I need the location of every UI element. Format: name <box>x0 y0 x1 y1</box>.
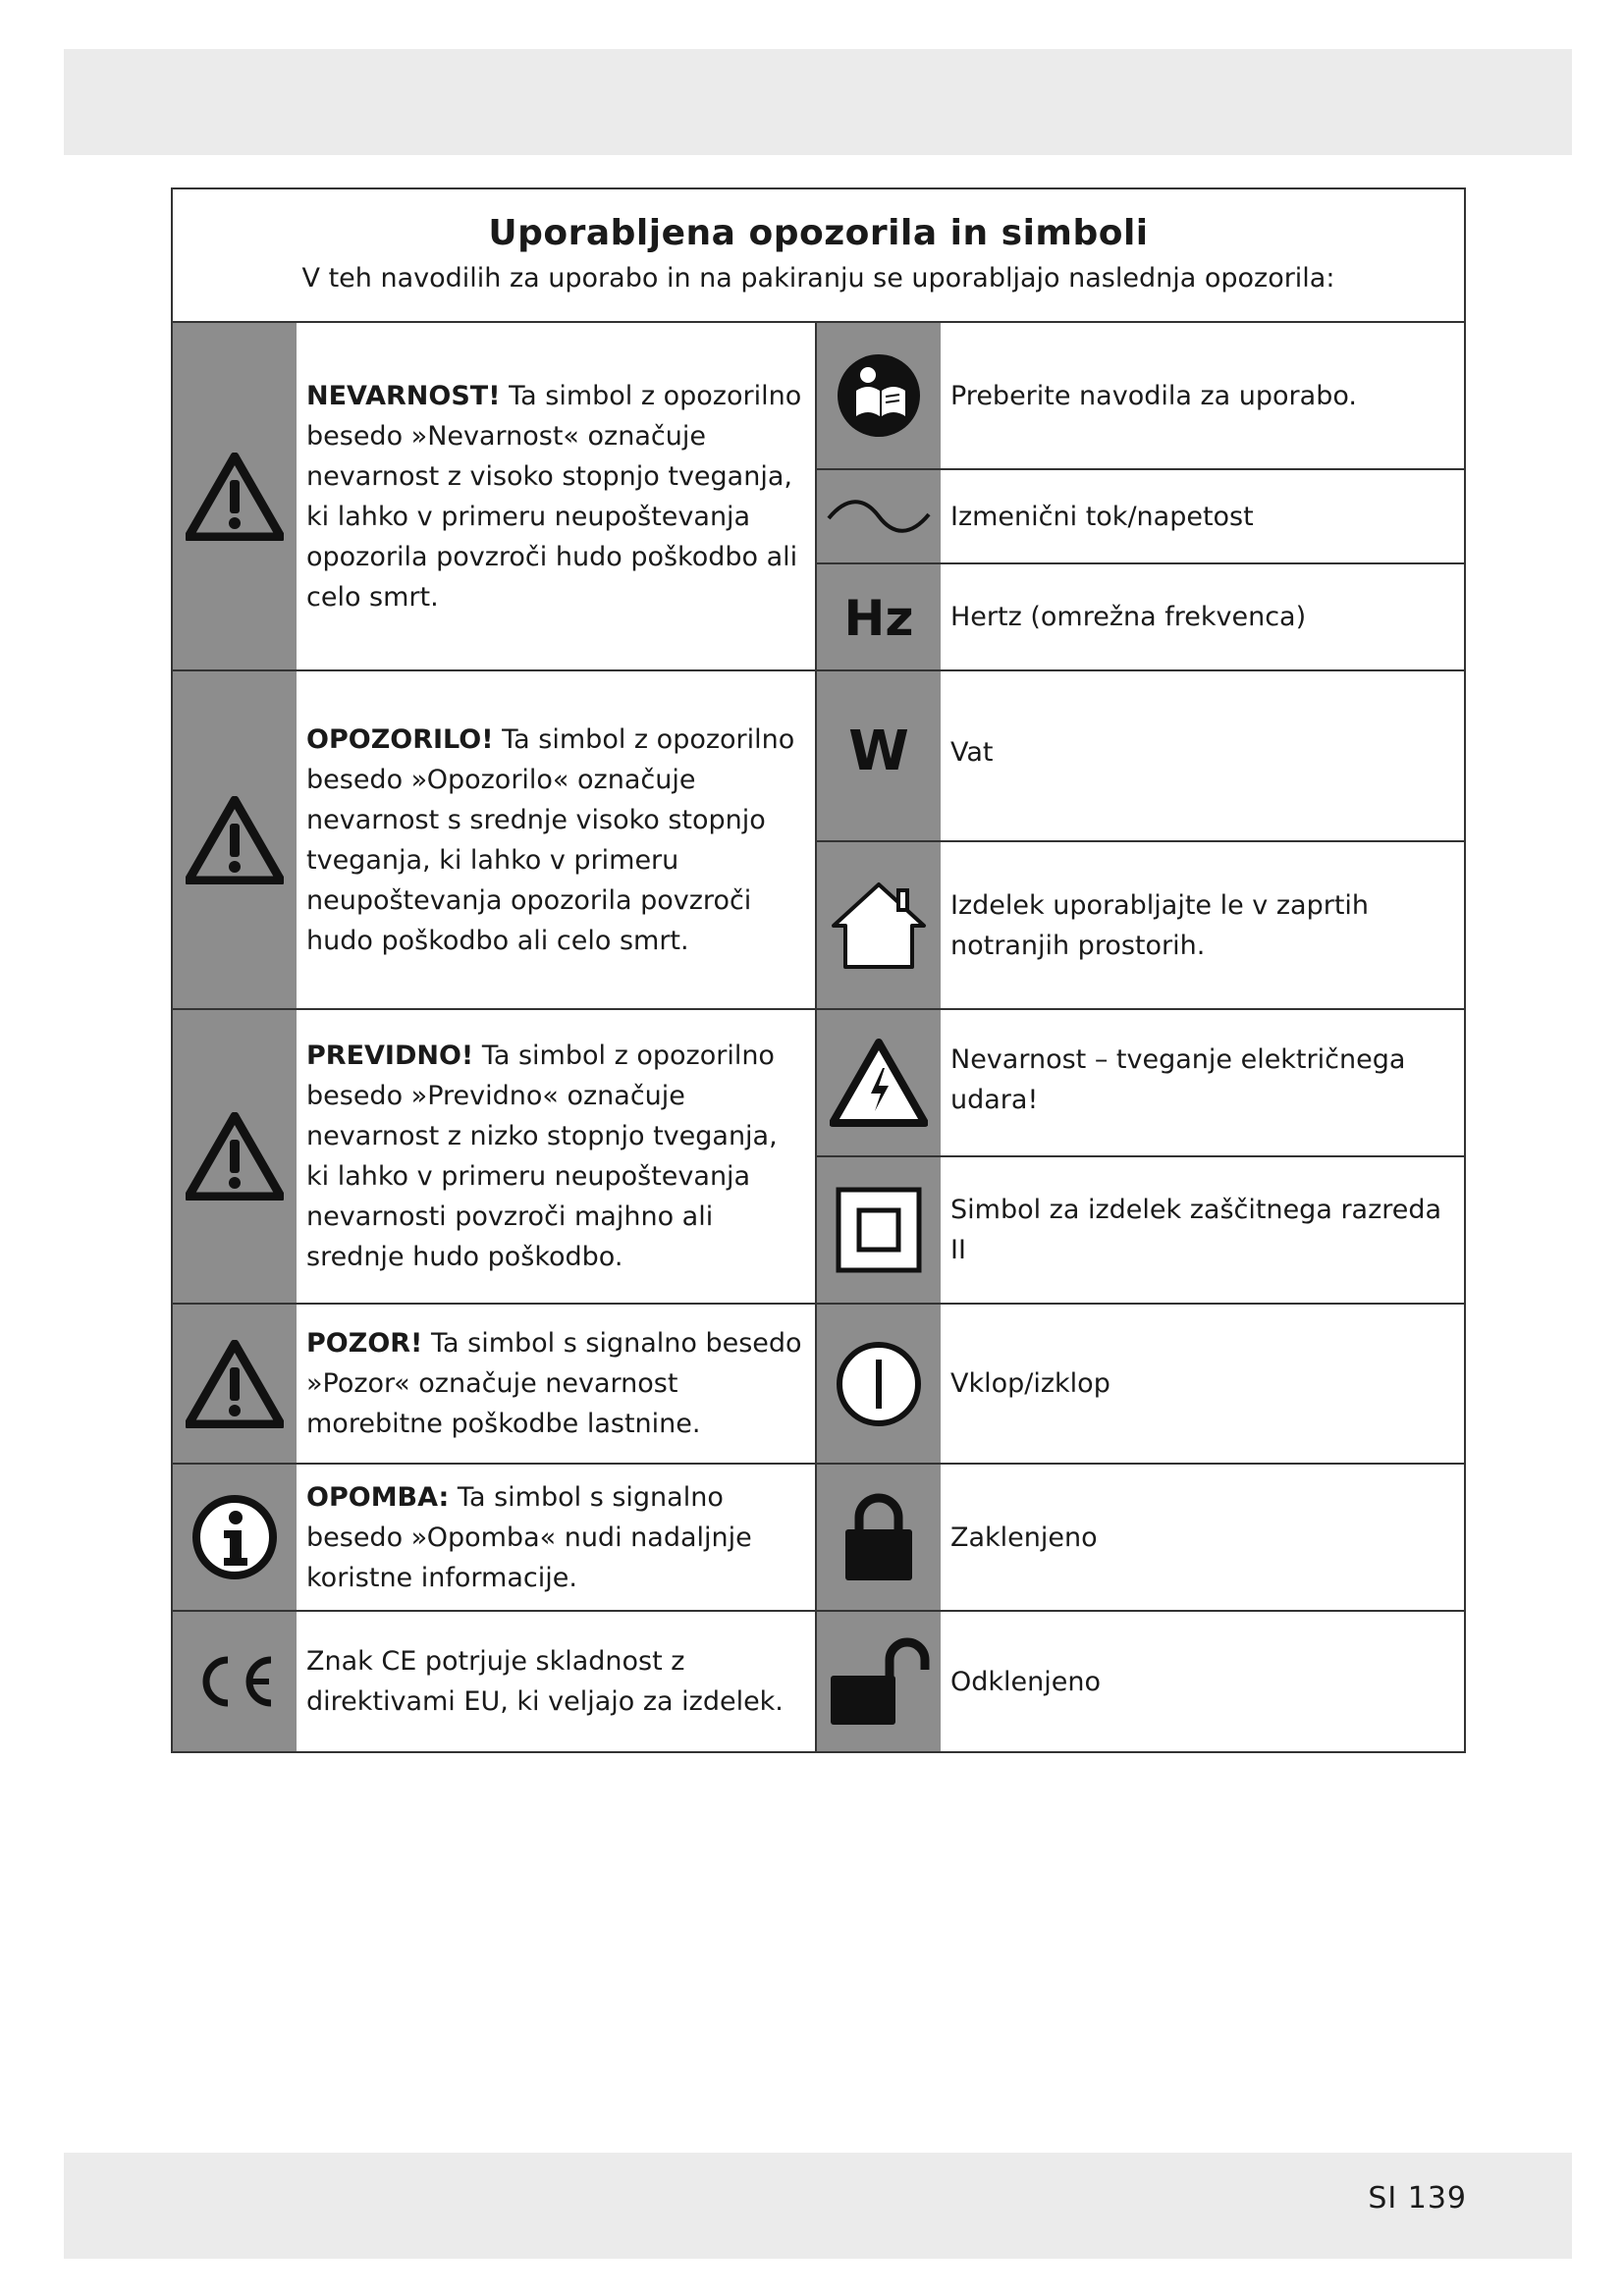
electric-shock-warning-icon <box>817 1010 941 1155</box>
warning-description: Ta simbol s signalno besedo »Pozor« označuje nevarnost morebitne poškodbe lastnine. <box>306 1328 802 1439</box>
page-subtitle: V teh navodilih za uporabo in na pakiranju se uporabljajo naslednja opozorila: <box>301 263 1335 294</box>
symbols-column <box>817 323 1464 1751</box>
warning-row-ce <box>173 1612 815 1751</box>
warning-description: Ta simbol z opozorilno besedo »Previdno« označuje nevarnost z nizko stopnjo tveganja, ki lahko v primeru neupoštevanja nevarnosti povzroči majhno ali srednje hudo poškodbo. <box>306 1041 778 1272</box>
symbol-text <box>950 1612 1454 1751</box>
warning-row-attention <box>173 1305 815 1465</box>
info-icon <box>173 1465 297 1610</box>
top-band <box>64 49 1572 155</box>
warning-triangle-icon <box>173 1010 297 1303</box>
hertz-symbol: Hz <box>843 589 914 647</box>
symbol-text <box>950 564 1454 669</box>
warning-description: Ta simbol z opozorilno besedo »Nevarnost« označuje nevarnost z visoko stopnjo tveganja, ki lahko v primeru neupoštevanja opozorila povzroči hudo poškodbo ali celo smrt. <box>306 380 802 613</box>
symbol-row <box>817 1612 1464 1751</box>
watt-icon <box>817 671 941 840</box>
warning-text <box>306 323 805 669</box>
symbol-row <box>817 1465 1464 1612</box>
bottom-band <box>64 2153 1572 2259</box>
table-header <box>173 189 1464 323</box>
signal-word: OPOMBA: <box>306 1481 450 1513</box>
warning-row-caution <box>173 1010 815 1305</box>
indoor-use-house-icon <box>817 842 941 1008</box>
signal-word: NEVARNOST! <box>306 380 501 411</box>
warning-description: Ta simbol s signalno besedo »Opomba« nudi nadaljnje koristne informacije. <box>306 1481 752 1593</box>
warning-row-danger <box>173 323 815 671</box>
symbol-description: Preberite navodila za uporabo. <box>950 381 1357 411</box>
warnings-column <box>173 323 817 1751</box>
symbol-text <box>950 323 1454 468</box>
signal-word: POZOR! <box>306 1328 423 1359</box>
warning-text <box>306 1465 805 1610</box>
symbol-text <box>950 1305 1454 1463</box>
symbol-text <box>950 842 1454 1008</box>
symbol-row <box>817 470 1464 564</box>
warning-text <box>306 1612 805 1751</box>
symbol-description: Izdelek uporabljajte le v zaprtih notranjih prostorih. <box>950 889 1370 961</box>
warning-description: Znak CE potrjuje skladnost z direktivami EU, ki veljajo za izdelek. <box>306 1646 784 1717</box>
symbol-description: Vklop/izklop <box>950 1368 1110 1399</box>
symbol-text <box>950 671 1454 840</box>
symbol-description: Odklenjeno <box>950 1666 1101 1697</box>
symbol-row <box>817 323 1464 470</box>
page-number: SI 139 <box>1368 2181 1467 2216</box>
symbols-table <box>171 187 1466 1753</box>
warning-triangle-icon <box>173 323 297 669</box>
power-on-off-icon <box>817 1305 941 1463</box>
symbol-text <box>950 1010 1454 1155</box>
lock-closed-icon <box>817 1465 941 1610</box>
ce-mark-icon <box>173 1612 297 1751</box>
symbol-row <box>817 671 1464 842</box>
warning-triangle-icon <box>173 671 297 1008</box>
symbol-description: Nevarnost – tveganje električnega udara! <box>950 1044 1406 1115</box>
hertz-icon <box>817 564 941 669</box>
symbol-row <box>817 842 1464 1010</box>
warning-text <box>306 1010 805 1303</box>
alternating-current-icon <box>817 470 941 562</box>
signal-word: PREVIDNO! <box>306 1041 474 1071</box>
symbol-text <box>950 1157 1454 1303</box>
symbol-row <box>817 1157 1464 1305</box>
warning-text <box>306 1305 805 1463</box>
signal-word: OPOZORILO! <box>306 723 494 755</box>
symbol-text <box>950 1465 1454 1610</box>
watt-symbol: W <box>848 721 909 779</box>
symbol-text <box>950 470 1454 562</box>
symbol-description: Hertz (omrežna frekvenca) <box>950 602 1307 632</box>
symbol-row <box>817 1010 1464 1157</box>
page-title: Uporabljena opozorila in simboli <box>488 213 1149 253</box>
symbol-description: Izmenični tok/napetost <box>950 501 1254 532</box>
warning-row-warning <box>173 671 815 1010</box>
symbol-description: Zaklenjeno <box>950 1522 1098 1553</box>
lock-open-icon <box>817 1612 941 1751</box>
protection-class-2-icon <box>817 1157 941 1303</box>
warning-triangle-icon <box>173 1305 297 1463</box>
symbol-row <box>817 1305 1464 1465</box>
warning-description: Ta simbol z opozorilno besedo »Opozorilo« označuje nevarnost s srednje visoko stopnjo tveganja, ki lahko v primeru neupoštevanja opozorila povzroči hudo poškodbo ali celo smrt. <box>306 723 795 956</box>
symbol-row <box>817 564 1464 671</box>
read-manual-icon <box>817 323 941 468</box>
symbol-description: Simbol za izdelek zaščitnega razreda II <box>950 1195 1442 1265</box>
warning-text <box>306 671 805 1008</box>
symbol-description: Vat <box>950 737 994 768</box>
warning-row-note <box>173 1465 815 1612</box>
